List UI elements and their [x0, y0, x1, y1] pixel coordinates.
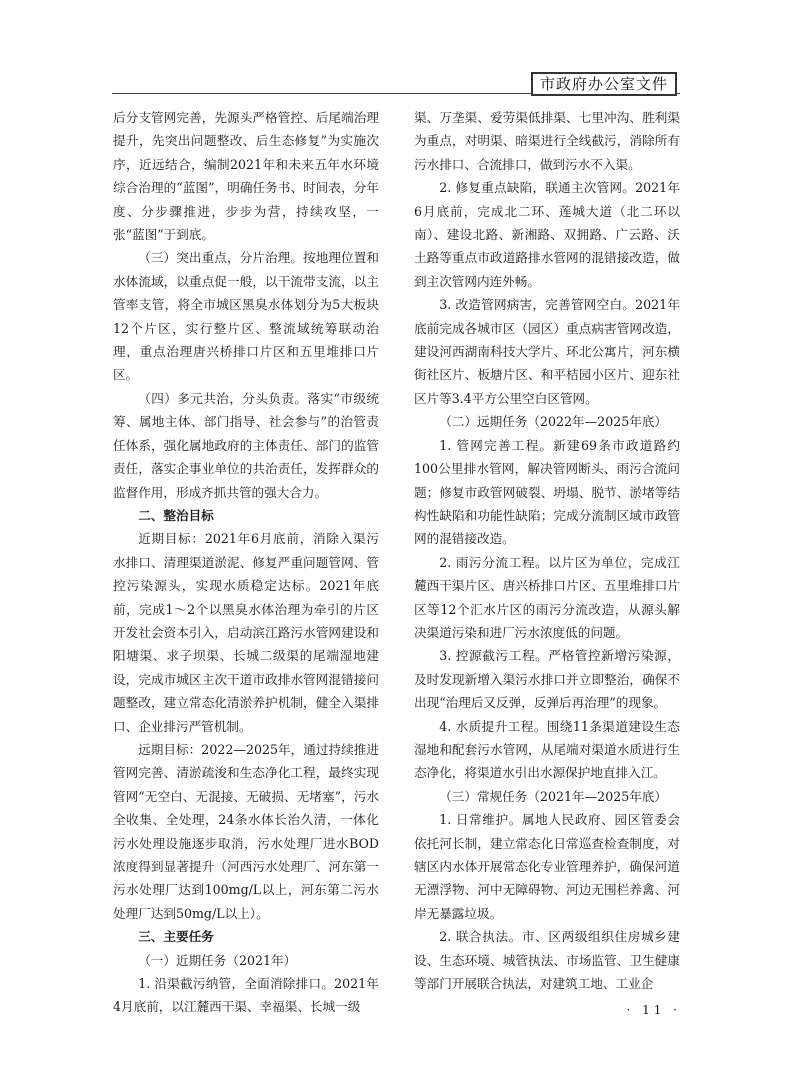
paragraph: 4. 水质提升工程。围绕11条渠道建设生态湿地和配套污水管网，从尾端对渠道水质进行生态净化，将渠道水引出水源保护地直排入江。: [414, 718, 680, 781]
paragraph: 2. 联合执法。市、区两级组织住房城乡建设、生态环境、城管执法、市场监管、卫生健康等部门开展联合执法，对建筑工地、工业企: [414, 929, 680, 992]
section-heading: 二、整治目标: [138, 507, 214, 523]
section-heading: 三、主要任务: [138, 929, 214, 945]
right-column: [414, 106, 680, 995]
paragraph: （三）常规任务（2021年—2025年底）: [439, 788, 668, 804]
paragraph: 近期目标：2021年6月底前，消除入渠污水排口、清理渠道淤泥、修复严重问题管网、管控污染源头，实现水质稳定达标。2021年底前，完成1～2个以黑臭水体治理为牵引的片区开发社会资本引入，启动滨江路污水管网建设和阳塘渠、求子坝渠、长城二级渠的尾端湿地建设，完成市城区主次干道市政排水管网混错接问题整改，建立常态化清淤养护机制，健全入渠排口、企业排污严管机制。: [113, 531, 379, 734]
paragraph: 1. 沿渠截污纳管，全面消除排口。2021年4月底前，以江麓西干渠、幸福渠、长城一级: [113, 976, 379, 1015]
paragraph: （三）突出重点，分片治理。按地理位置和水体流域，以重点促一般，以干流带支流，以主管率支管，将全市城区黑臭水体划分为5大板块12个片区，实行整片区、整流域统筹联动治理，重点治理唐兴桥排口片区和五里堆排口片区。: [113, 250, 379, 383]
paragraph: （一）近期任务（2021年）: [138, 952, 297, 968]
paragraph: 1. 日常维护。属地人民政府、园区管委会依托河长制，建立常态化日常巡查检查制度，对辖区内水体开展常态化专业管理养护，确保河道无漂浮物、河中无障碍物、河边无围栏养禽、河岸无暴露垃圾。: [414, 812, 680, 921]
section-header: 市政府办公室文件: [531, 72, 677, 96]
paragraph: 2. 雨污分流工程。以片区为单位，完成江麓西干渠片区、唐兴桥排口片区、五里堆排口片区等12个汇水片区的雨污分流改造，从源头解决渠道污染和进厂污水浓度低的问题。: [414, 554, 680, 640]
paragraph: 1. 管网完善工程。新建69条市政道路约100公里排水管网，解决管网断头、雨污合流问题；修复市政管网破裂、坍塌、脱节、淤堵等结构性缺陷和功能性缺陷；完成分流制区域市政管网的混错接改造。: [414, 437, 680, 547]
page-number: · 11 ·: [626, 1003, 681, 1017]
paragraph: 后分支管网完善，先源头严格管控、后尾端治理提升，先突出问题整改、后生态修复”为实施次序，近远结合，编制2021年和未来五年水环境综合治理的“蓝图”，明确任务书、时间表，分年度、分步骤推进，步步为营，持续攻坚，一张“蓝图”于到底。: [113, 110, 379, 243]
paragraph: 2. 修复重点缺陷，联通主次管网。2021年6月底前，完成北二环、莲城大道（北二环以南）、建设北路、新湘路、双拥路、广云路、沃土路等重点市政道路排水管网的混错接改造，做到主次管网内连外畅。: [414, 180, 680, 289]
paragraph: 远期目标：2022—2025年，通过持续推进管网完善、清淤疏浚和生态净化工程，最终实现管网“无空白、无混接、无破损、无堵塞”，污水全收集、全处理，24条水体长治久清，一体化污水处理设施逐步取消，污水处理厂进水BOD浓度得到显著提升（河西污水处理厂、河东第一污水处理厂达到100mg/L以上，河东第二污水处理厂达到50mg/L以上）。: [113, 741, 379, 921]
paragraph: （二）远期任务（2022年—2025年底）: [439, 414, 668, 430]
left-column: [113, 106, 379, 1019]
paragraph: 3. 改造管网病害，完善管网空白。2021年底前完成各城市区（园区）重点病害管网改造，建设河西湖南科技大学片、环北公寓片，河东横街社区片、板塘片区、和平桔园小区片、迎东社区片等3.4平方公里空白区管网。: [414, 297, 680, 406]
paragraph: （四）多元共治，分头负责。落实“市级统筹、属地主体、部门指导、社会参与”的治管责任体系，强化属地政府的主体责任、部门的监管责任，落实企事业单位的共治责任，发挥群众的监督作用，形成齐抓共管的强大合力。: [113, 390, 379, 500]
paragraph: 渠、万垄渠、爱劳渠低排渠、七里冲沟、胜利渠为重点，对明渠、暗渠进行全线截污，消除所有污水排口、合流排口，做到污水不入渠。: [414, 110, 680, 172]
paragraph: 3. 控源截污工程。严格管控新增污染源，及时发现新增入渠污水排口并立即整治，确保不出现“治理后又反弹，反弹后再治理”的现象。: [414, 648, 680, 711]
